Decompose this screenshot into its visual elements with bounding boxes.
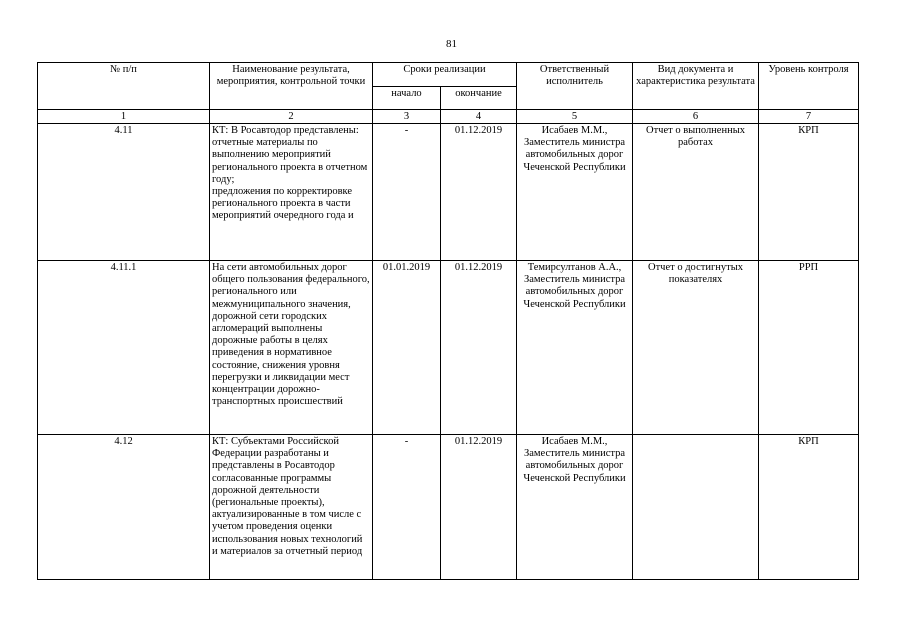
implementation-plan-table xyxy=(37,62,859,580)
row-control: КРП xyxy=(759,124,859,261)
row-doc-type: Отчет о выполненных работах xyxy=(633,124,759,261)
table-row xyxy=(38,435,859,580)
column-number: 5 xyxy=(517,110,633,124)
row-control: РРП xyxy=(759,261,859,435)
row-name: На сети автомобильных дорог общего пользования федерального, регионального или межмуниципального значения, дорожной сети городских агломераций выполнены дорожные работы в целях приведения в нормативное состояние, снижения уровня перегрузки и ликвидации мест концентрации дорожно-транспортных происшествий xyxy=(210,261,373,435)
header-doc-type: Вид документа и характеристика результата xyxy=(633,63,759,110)
page-number: 81 xyxy=(446,38,457,50)
row-start: - xyxy=(373,435,441,580)
header-name: Наименование результата, мероприятия, контрольной точки xyxy=(210,63,373,110)
table-row xyxy=(38,261,859,435)
column-number: 2 xyxy=(210,110,373,124)
row-end: 01.12.2019 xyxy=(441,435,517,580)
row-end: 01.12.2019 xyxy=(441,261,517,435)
header-start: начало xyxy=(373,86,441,110)
row-name: КТ: Субъектами Российской Федерации разработаны и представлены в Росавтодор согласованные программы дорожной деятельности (региональные проекты), актуализированные в том числе с учетом проведения оценки использования новых технологий и материалов за отчетный период xyxy=(210,435,373,580)
row-start: 01.01.2019 xyxy=(373,261,441,435)
header-control: Уровень контроля xyxy=(759,63,859,110)
header-period: Сроки реализации xyxy=(373,63,517,87)
row-num: 4.11 xyxy=(38,124,210,261)
row-num: 4.11.1 xyxy=(38,261,210,435)
column-number: 6 xyxy=(633,110,759,124)
column-number-row xyxy=(38,110,859,124)
row-responsible: Исабаев М.М., Заместитель министра автомобильных дорог Чеченской Республики xyxy=(517,124,633,261)
row-control: КРП xyxy=(759,435,859,580)
column-number: 3 xyxy=(373,110,441,124)
column-number: 1 xyxy=(38,110,210,124)
row-doc-type: Отчет о достигнутых показателях xyxy=(633,261,759,435)
row-doc-type xyxy=(633,435,759,580)
table-row xyxy=(38,124,859,261)
row-name: КТ: В Росавтодор представлены: отчетные материалы по выполнению мероприятий регионального проекта в отчетном году; предложения по корректировке регионального проекта в части мероприятий очередного года и xyxy=(210,124,373,261)
row-start: - xyxy=(373,124,441,261)
column-number: 4 xyxy=(441,110,517,124)
row-responsible: Исабаев М.М., Заместитель министра автомобильных дорог Чеченской Республики xyxy=(517,435,633,580)
column-number: 7 xyxy=(759,110,859,124)
header-num: № п/п xyxy=(38,63,210,110)
header-responsible: Ответственный исполнитель xyxy=(517,63,633,110)
row-responsible: Темирсултанов А.А., Заместитель министра автомобильных дорог Чеченской Республики xyxy=(517,261,633,435)
header-row-1 xyxy=(38,63,859,87)
header-end: окончание xyxy=(441,86,517,110)
row-end: 01.12.2019 xyxy=(441,124,517,261)
row-num: 4.12 xyxy=(38,435,210,580)
